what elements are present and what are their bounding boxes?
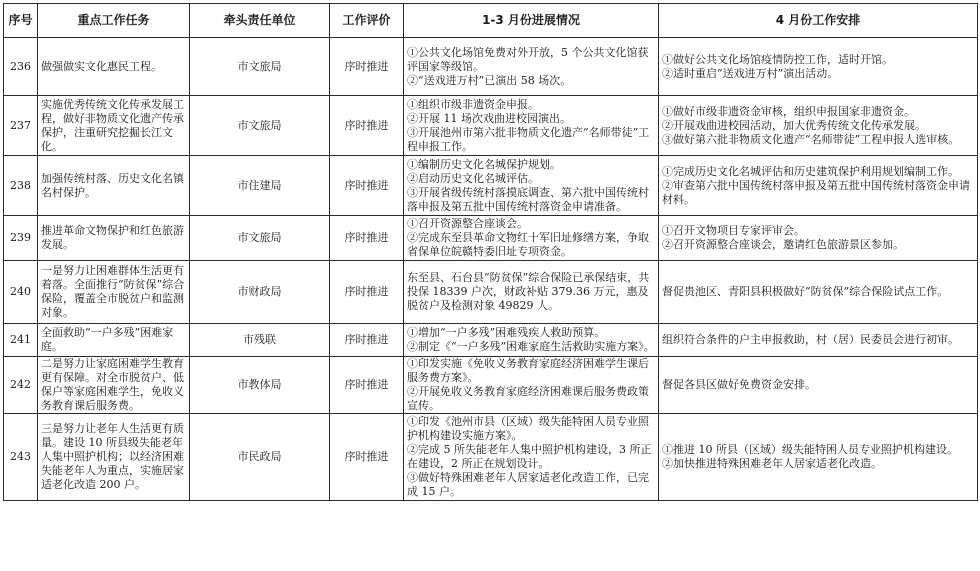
table-body bbox=[4, 38, 978, 501]
task-cell: 实施优秀传统文化传承发展工程，做好非物质文化遗产传承保护，注重研究挖掘长江文化。 bbox=[38, 96, 190, 156]
progress-line: ①召开资源整合座谈会。 bbox=[407, 217, 528, 230]
progress-line: ②完成 5 所失能老年人集中照护机构建设，3 所正在建设，2 所正在规划设计。 bbox=[407, 443, 652, 470]
progress-line: ①印发《池州市县（区域）级失能特困人员专业照护机构建设实施方案》。 bbox=[407, 415, 649, 442]
progress-line: ②启动历史文化名城评估。 bbox=[407, 171, 539, 185]
table-row bbox=[4, 357, 978, 414]
plan-line: 组织符合条件的户主申报救助，村（居）民委员会进行初审。 bbox=[662, 333, 959, 346]
plan-line: ①做好公共文化场馆疫情防控工作，适时开馆。 bbox=[662, 52, 893, 66]
row-number: 241 bbox=[4, 324, 38, 357]
evaluation-cell: 序时推进 bbox=[330, 261, 404, 324]
task-cell: 一是努力让困难群体生活更有着落。全面推行“防贫保”综合保险，覆盖全市脱贫户和监测对象。 bbox=[38, 261, 190, 324]
plan-line: ①召开文物项目专家评审会。 bbox=[662, 224, 805, 237]
row-number: 238 bbox=[4, 156, 38, 216]
progress-line: ②开展 11 场次戏曲进校园演出。 bbox=[407, 111, 571, 125]
responsible-unit-cell: 市财政局 bbox=[190, 261, 330, 324]
progress-cell bbox=[404, 357, 659, 414]
evaluation-cell: 序时推进 bbox=[330, 156, 404, 216]
table-row bbox=[4, 324, 978, 357]
progress-line: ③开展省级传统村落摸底调查、第六批中国传统村落申报及第五批中国传统村落资金申请准备。 bbox=[407, 185, 649, 213]
table-row bbox=[4, 216, 978, 261]
april-plan-cell bbox=[659, 414, 978, 501]
plan-line: ①完成历史文化名城评估和历史建筑保护利用规划编制工作。 bbox=[662, 164, 959, 178]
april-plan-cell bbox=[659, 261, 978, 324]
april-plan-cell bbox=[659, 357, 978, 414]
plan-line: ③做好第六批非物质文化遗产“名师带徒”工程申报人选审核。 bbox=[662, 132, 960, 146]
progress-line: ①印发实施《免收义务教育家庭经济困难学生课后服务费方案》。 bbox=[407, 357, 649, 384]
plan-line: 督促各县区做好免费资金安排。 bbox=[662, 378, 816, 391]
plan-line: ②开展戏曲进校园活动，加大优秀传统文化传承发展。 bbox=[662, 118, 926, 132]
header-task: 重点工作任务 bbox=[38, 4, 190, 38]
progress-line: ②完成东至县革命文物红十军旧址修缮方案，争取省保单位皖赣特委旧址专项资金。 bbox=[407, 231, 649, 258]
progress-table bbox=[3, 3, 978, 501]
progress-cell bbox=[404, 216, 659, 261]
progress-line: 东至县、石台县“防贫保”综合保险已承保结束，共投保 18339 户次，财政补贴 379.36 万元，惠及脱贫户及检测对象 49829 人。 bbox=[407, 271, 650, 312]
progress-cell bbox=[404, 414, 659, 501]
plan-line: ①做好市级非遗资金审核，组织申报国家非遗资金。 bbox=[662, 104, 915, 118]
responsible-unit-cell: 市文旅局 bbox=[190, 96, 330, 156]
responsible-unit-cell: 市文旅局 bbox=[190, 38, 330, 96]
progress-line: ①组织市级非遗资金申报。 bbox=[407, 97, 539, 111]
progress-line: ①公共文化场馆免费对外开放，5 个公共文化馆获评国家等级馆。 bbox=[407, 45, 649, 73]
plan-line: ①推进 10 所县（区域）级失能特困人员专业照护机构建设。 bbox=[662, 443, 958, 456]
row-number: 239 bbox=[4, 216, 38, 261]
header-evaluation: 工作评价 bbox=[330, 4, 404, 38]
evaluation-cell: 序时推进 bbox=[330, 357, 404, 414]
plan-line: ②审查第六批中国传统村落申报及第五批中国传统村落资金申请材料。 bbox=[662, 178, 970, 206]
header-progress: 1-3 月份进展情况 bbox=[404, 4, 659, 38]
april-plan-cell bbox=[659, 96, 978, 156]
table-row bbox=[4, 96, 978, 156]
responsible-unit-cell: 市教体局 bbox=[190, 357, 330, 414]
plan-line: ②适时重启“送戏进万村”演出活动。 bbox=[662, 66, 839, 80]
task-cell: 加强传统村落、历史文化名镇名村保护。 bbox=[38, 156, 190, 216]
task-cell: 三是努力让老年人生活更有质量。建设 10 所县级失能老年人集中照护机构；以经济困难失能老年人为重点，实施居家适老化改造 200 户。 bbox=[38, 414, 190, 501]
responsible-unit-cell: 市残联 bbox=[190, 324, 330, 357]
row-number: 236 bbox=[4, 38, 38, 96]
row-number: 242 bbox=[4, 357, 38, 414]
progress-line: ②“送戏进万村”已演出 58 场次。 bbox=[407, 73, 572, 87]
header-row bbox=[4, 4, 978, 38]
task-cell: 全面救助“一户多残”困难家庭。 bbox=[38, 324, 190, 357]
table-row bbox=[4, 261, 978, 324]
header-no: 序号 bbox=[4, 4, 38, 38]
april-plan-cell bbox=[659, 216, 978, 261]
evaluation-cell: 序时推进 bbox=[330, 414, 404, 501]
plan-line: ②加快推进特殊困难老年人居家适老化改造。 bbox=[662, 457, 882, 470]
progress-line: ①增加“一户多残”困难残疾人救助预算。 bbox=[407, 326, 606, 339]
table-row bbox=[4, 38, 978, 96]
progress-cell bbox=[404, 156, 659, 216]
responsible-unit-cell: 市文旅局 bbox=[190, 216, 330, 261]
evaluation-cell: 序时推进 bbox=[330, 96, 404, 156]
task-cell: 二是努力让家庭困难学生教育更有保障。对全市脱贫户、低保户等家庭困难学生，免收义务教育课后服务费。 bbox=[38, 357, 190, 414]
row-number: 237 bbox=[4, 96, 38, 156]
task-cell: 做强做实文化惠民工程。 bbox=[38, 38, 190, 96]
progress-line: ②开展免收义务教育家庭经济困难课后服务费政策宣传。 bbox=[407, 385, 649, 412]
progress-line: ③开展池州市第六批非物质文化遗产“名师带徒”工程申报工作。 bbox=[407, 125, 650, 153]
evaluation-cell: 序时推进 bbox=[330, 216, 404, 261]
evaluation-cell: 序时推进 bbox=[330, 38, 404, 96]
task-cell: 推进革命文物保护和红色旅游发展。 bbox=[38, 216, 190, 261]
plan-line: 督促贵池区、青阳县积极做好“防贫保”综合保险试点工作。 bbox=[662, 285, 949, 298]
table-row bbox=[4, 156, 978, 216]
progress-line: ①编制历史文化名城保护规划。 bbox=[407, 157, 561, 171]
header-april-plan: 4 月份工作安排 bbox=[659, 4, 978, 38]
table-row bbox=[4, 414, 978, 501]
progress-line: ③做好特殊困难老年人居家适老化改造工作，已完成 15 户。 bbox=[407, 471, 649, 498]
row-number: 240 bbox=[4, 261, 38, 324]
april-plan-cell bbox=[659, 156, 978, 216]
progress-cell bbox=[404, 96, 659, 156]
progress-cell bbox=[404, 261, 659, 324]
april-plan-cell bbox=[659, 38, 978, 96]
header-unit: 牵头责任单位 bbox=[190, 4, 330, 38]
row-number: 243 bbox=[4, 414, 38, 501]
april-plan-cell bbox=[659, 324, 978, 357]
evaluation-cell: 序时推进 bbox=[330, 324, 404, 357]
progress-cell bbox=[404, 38, 659, 96]
responsible-unit-cell: 市民政局 bbox=[190, 414, 330, 501]
progress-line: ②制定《“一户多残”困难家庭生活救助实施方案》。 bbox=[407, 340, 655, 353]
progress-cell bbox=[404, 324, 659, 357]
responsible-unit-cell: 市住建局 bbox=[190, 156, 330, 216]
plan-line: ②召开资源整合座谈会，邀请红色旅游景区参加。 bbox=[662, 238, 904, 251]
